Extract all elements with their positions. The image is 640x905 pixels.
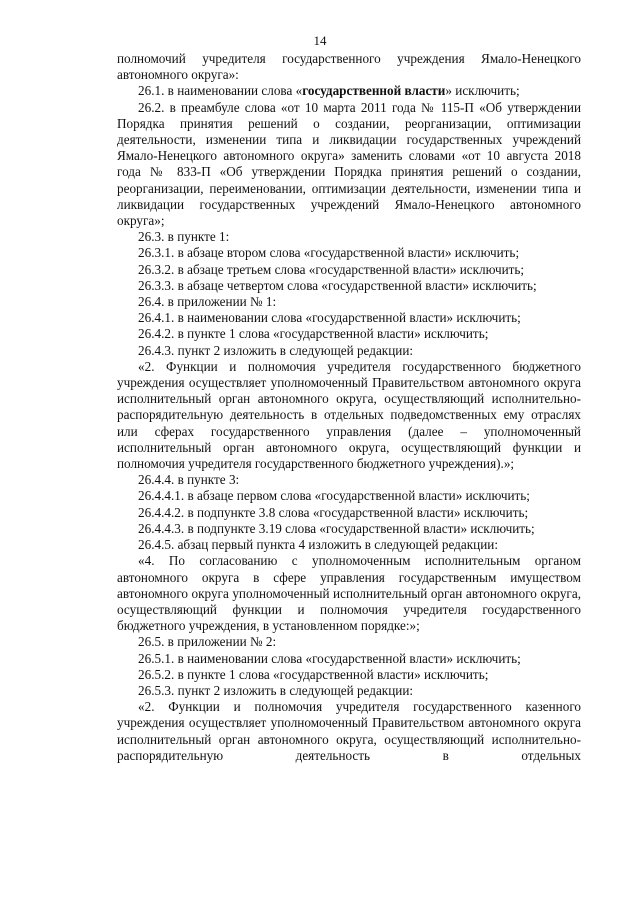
paragraph-26-4-5: 26.4.5. абзац первый пункта 4 изложить в следующей редакции: <box>138 537 498 553</box>
paragraph-26-4-4-2: 26.4.4.2. в подпункте 3.8 слова «государственной власти» исключить; <box>138 504 529 520</box>
quote-item-2-budget: «2. Функции и полномочия учредителя государственного бюджетного учреждения осуществляет уполномоченный Правительством автономного округа исполнительный орган автономного округа, осуществляющий исполнительно-распорядительную деятельность в отдельных подведомственных ему отраслях или сферах государственного управления (далее – уполномоченный исполнительный орган автономного округа, осуществляющий функции и полномочия учредителя государственного бюджетного учреждения).»; <box>117 358 581 472</box>
quote-item-4: «4. По согласованию с уполномоченным исполнительным органом автономного округа в сфере управления государственным имуществом автономного округа уполномоченный исполнительный орган автономного округа, осуществляющий функции и полномочия учредителя государственного бюджетного учреждения, в установленном порядке:»; <box>117 553 581 634</box>
paragraph-26-2: 26.2. в преамбуле слова «от 10 марта 2011 года № 115-П «Об утверждении Порядка принятия решений о создании, реорганизации, оптимизации деятельности, изменении типа и ликвидации государственных учреждений Ямало-Ненецкого автономного округа» заменить словами «от 10 августа 2018 года № 833-П «Об утверждении Порядка принятия решений о создании, реорганизации, переименовании, оптимизации деятельности, изменении типа и ликвидации государственных учреждений Ямало-Ненецкого автономного округа»; <box>117 99 581 229</box>
paragraph-26-5: 26.5. в приложении № 2: <box>138 634 277 650</box>
page-number: 14 <box>313 33 327 48</box>
paragraph-26-5-1: 26.5.1. в наименовании слова «государственной власти» исключить; <box>138 650 521 666</box>
paragraph-26-5-3: 26.5.3. пункт 2 изложить в следующей редакции: <box>138 682 414 698</box>
paragraph-26-3-1: 26.3.1. в абзаце втором слова «государственной власти» исключить; <box>138 245 520 261</box>
document-body <box>117 51 581 764</box>
paragraph-26-3: 26.3. в пункте 1: <box>138 229 230 245</box>
paragraph-26-4-4-3: 26.4.4.3. в подпункте 3.19 слова «государственной власти» исключить; <box>138 520 535 536</box>
paragraph-26-4-4: 26.4.4. в пункте 3: <box>138 472 240 488</box>
paragraph-26-4-3: 26.4.3. пункт 2 изложить в следующей редакции: <box>138 342 414 358</box>
paragraph-26-1 <box>117 83 581 99</box>
paragraph-26-1-start: 26.1. в наименовании слова « <box>138 83 303 99</box>
paragraph-26-3-3: 26.3.3. в абзаце четвертом слова «государственной власти» исключить; <box>138 277 537 293</box>
paragraph-26-4: 26.4. в приложении № 1: <box>138 294 277 310</box>
bold-phrase: государственной власти <box>302 83 446 99</box>
paragraph-intro: полномочий учредителя государственного учреждения Ямало-Ненецкого автономного округа»: <box>117 51 581 83</box>
paragraph-26-4-2: 26.4.2. в пункте 1 слова «государственной власти» исключить; <box>138 326 489 342</box>
paragraph-26-4-4-1: 26.4.4.1. в абзаце первом слова «государственной власти» исключить; <box>138 488 530 504</box>
paragraph-26-4-1: 26.4.1. в наименовании слова «государственной власти» исключить; <box>138 310 521 326</box>
quote-item-2-treasury: «2. Функции и полномочия учредителя государственного казенного учреждения осуществляет уполномоченный Правительством автономного округа исполнительный орган автономного округа, осуществляющий исполнительно-распорядительную деятельность в отдельных <box>117 699 581 763</box>
paragraph-26-1-end: » исключить; <box>445 83 520 99</box>
paragraph-26-3-2: 26.3.2. в абзаце третьем слова «государственной власти» исключить; <box>138 261 525 277</box>
paragraph-26-5-2: 26.5.2. в пункте 1 слова «государственной власти» исключить; <box>138 666 489 682</box>
